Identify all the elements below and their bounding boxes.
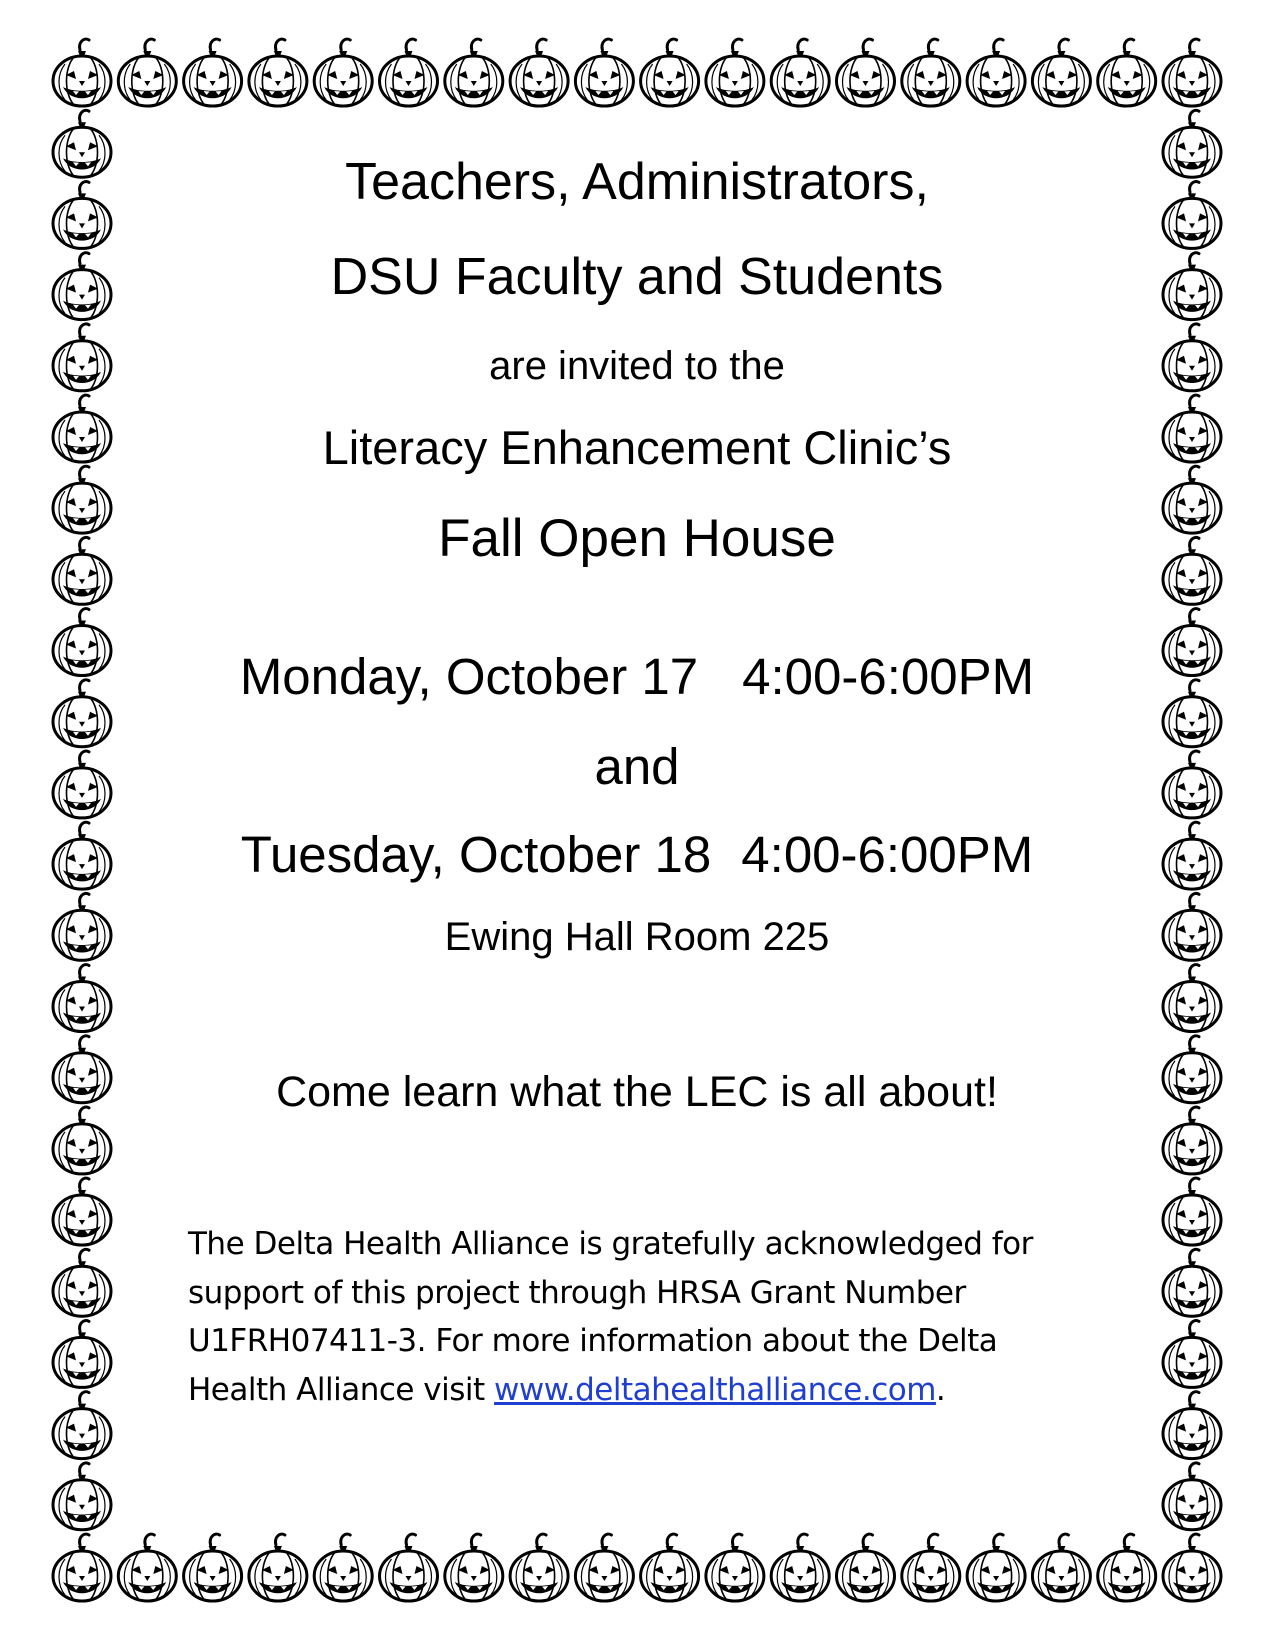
jack-o-lantern-icon — [1163, 110, 1221, 177]
jack-o-lantern-icon — [53, 1463, 111, 1530]
jack-o-lantern-icon — [1098, 39, 1156, 106]
jack-o-lantern-icon — [1163, 324, 1221, 391]
jack-o-lantern-icon — [575, 39, 633, 106]
jack-o-lantern-icon — [53, 1178, 111, 1245]
jack-o-lantern-icon — [1163, 253, 1221, 320]
border-left-column — [53, 110, 111, 1529]
date-1-time: 4:00-6:00PM — [742, 648, 1035, 705]
acknowledgement-line-4 — [188, 1366, 1088, 1415]
tagline: Come learn what the LEC is all about! — [276, 1068, 998, 1116]
jack-o-lantern-icon — [641, 39, 699, 106]
border-top-row — [53, 39, 1221, 106]
border-bottom-row — [53, 1534, 1221, 1601]
date-2-time: 4:00-6:00PM — [741, 826, 1034, 883]
acknowledgement-line-4-prefix: Health Alliance visit — [188, 1371, 495, 1408]
jack-o-lantern-icon — [771, 1534, 829, 1601]
border-right-column — [1163, 110, 1221, 1529]
jack-o-lantern-icon — [53, 324, 111, 391]
jack-o-lantern-icon — [53, 893, 111, 960]
acknowledgement-line-1: The Delta Health Alliance is gratefully acknowledged for — [188, 1226, 1033, 1262]
jack-o-lantern-icon — [1163, 893, 1221, 960]
audience-line-1: Teachers, Administrators, — [345, 153, 929, 211]
jack-o-lantern-icon — [1163, 751, 1221, 818]
jack-o-lantern-icon — [1163, 609, 1221, 676]
jack-o-lantern-icon — [118, 1534, 176, 1601]
jack-o-lantern-icon — [53, 680, 111, 747]
jack-o-lantern-icon — [249, 39, 307, 106]
audience-line-2: DSU Faculty and Students — [330, 248, 944, 306]
jack-o-lantern-icon — [1163, 466, 1221, 533]
jack-o-lantern-icon — [1163, 1392, 1221, 1459]
event-title: Fall Open House — [438, 509, 836, 568]
jack-o-lantern-icon — [706, 1534, 764, 1601]
jack-o-lantern-icon — [314, 39, 372, 106]
jack-o-lantern-icon — [1163, 1463, 1221, 1530]
acknowledgement-paragraph — [188, 1220, 1088, 1414]
jack-o-lantern-icon — [380, 1534, 438, 1601]
jack-o-lantern-icon — [53, 1392, 111, 1459]
jack-o-lantern-icon — [1163, 537, 1221, 604]
date-conjunction: and — [594, 738, 680, 795]
jack-o-lantern-icon — [53, 110, 111, 177]
event-location: Ewing Hall Room 225 — [444, 915, 830, 959]
jack-o-lantern-icon — [1163, 1178, 1221, 1245]
jack-o-lantern-icon — [1098, 1534, 1156, 1601]
jack-o-lantern-icon — [967, 39, 1025, 106]
jack-o-lantern-icon — [1163, 1534, 1221, 1601]
date-line-1 — [140, 648, 1134, 705]
jack-o-lantern-icon — [445, 39, 503, 106]
jack-o-lantern-icon — [118, 39, 176, 106]
jack-o-lantern-icon — [837, 39, 895, 106]
jack-o-lantern-icon — [53, 39, 111, 106]
jack-o-lantern-icon — [1163, 1321, 1221, 1388]
invitation-text: are invited to the — [489, 344, 785, 388]
jack-o-lantern-icon — [902, 1534, 960, 1601]
jack-o-lantern-icon — [1032, 39, 1090, 106]
jack-o-lantern-icon — [53, 1036, 111, 1103]
jack-o-lantern-icon — [837, 1534, 895, 1601]
jack-o-lantern-icon — [53, 822, 111, 889]
acknowledgement-line-2: support of this project through HRSA Grant Number — [188, 1274, 966, 1311]
jack-o-lantern-icon — [510, 39, 568, 106]
jack-o-lantern-icon — [1163, 1036, 1221, 1103]
jack-o-lantern-icon — [575, 1534, 633, 1601]
jack-o-lantern-icon — [184, 1534, 242, 1601]
jack-o-lantern-icon — [1163, 39, 1221, 106]
jack-o-lantern-icon — [184, 39, 242, 106]
jack-o-lantern-icon — [1163, 965, 1221, 1032]
jack-o-lantern-icon — [53, 1534, 111, 1601]
jack-o-lantern-icon — [510, 1534, 568, 1601]
jack-o-lantern-icon — [1032, 1534, 1090, 1601]
jack-o-lantern-icon — [53, 537, 111, 604]
jack-o-lantern-icon — [53, 1107, 111, 1174]
jack-o-lantern-icon — [53, 395, 111, 462]
date-2-day: Tuesday, October 18 — [240, 826, 712, 883]
delta-health-alliance-link[interactable]: www.deltahealthalliance.com — [494, 1371, 936, 1408]
jack-o-lantern-icon — [1163, 680, 1221, 747]
jack-o-lantern-icon — [53, 253, 111, 320]
jack-o-lantern-icon — [53, 965, 111, 1032]
jack-o-lantern-icon — [1163, 395, 1221, 462]
jack-o-lantern-icon — [249, 1534, 307, 1601]
jack-o-lantern-icon — [902, 39, 960, 106]
jack-o-lantern-icon — [53, 466, 111, 533]
jack-o-lantern-icon — [380, 39, 438, 106]
jack-o-lantern-icon — [771, 39, 829, 106]
jack-o-lantern-icon — [1163, 1249, 1221, 1316]
date-1-day: Monday, October 17 — [239, 648, 699, 705]
jack-o-lantern-icon — [706, 39, 764, 106]
jack-o-lantern-icon — [1163, 1107, 1221, 1174]
acknowledgement-line-3: U1FRH07411-3. For more information about the Delta — [188, 1323, 998, 1359]
jack-o-lantern-icon — [53, 609, 111, 676]
jack-o-lantern-icon — [53, 751, 111, 818]
jack-o-lantern-icon — [53, 182, 111, 249]
acknowledgement-line-4-suffix: . — [935, 1371, 946, 1408]
date-line-2 — [140, 826, 1134, 883]
jack-o-lantern-icon — [53, 1321, 111, 1388]
jack-o-lantern-icon — [641, 1534, 699, 1601]
clinic-name: Literacy Enhancement Clinic’s — [322, 421, 952, 474]
jack-o-lantern-icon — [53, 1249, 111, 1316]
jack-o-lantern-icon — [445, 1534, 503, 1601]
jack-o-lantern-icon — [1163, 822, 1221, 889]
jack-o-lantern-icon — [1163, 182, 1221, 249]
jack-o-lantern-icon — [967, 1534, 1025, 1601]
jack-o-lantern-icon — [314, 1534, 372, 1601]
